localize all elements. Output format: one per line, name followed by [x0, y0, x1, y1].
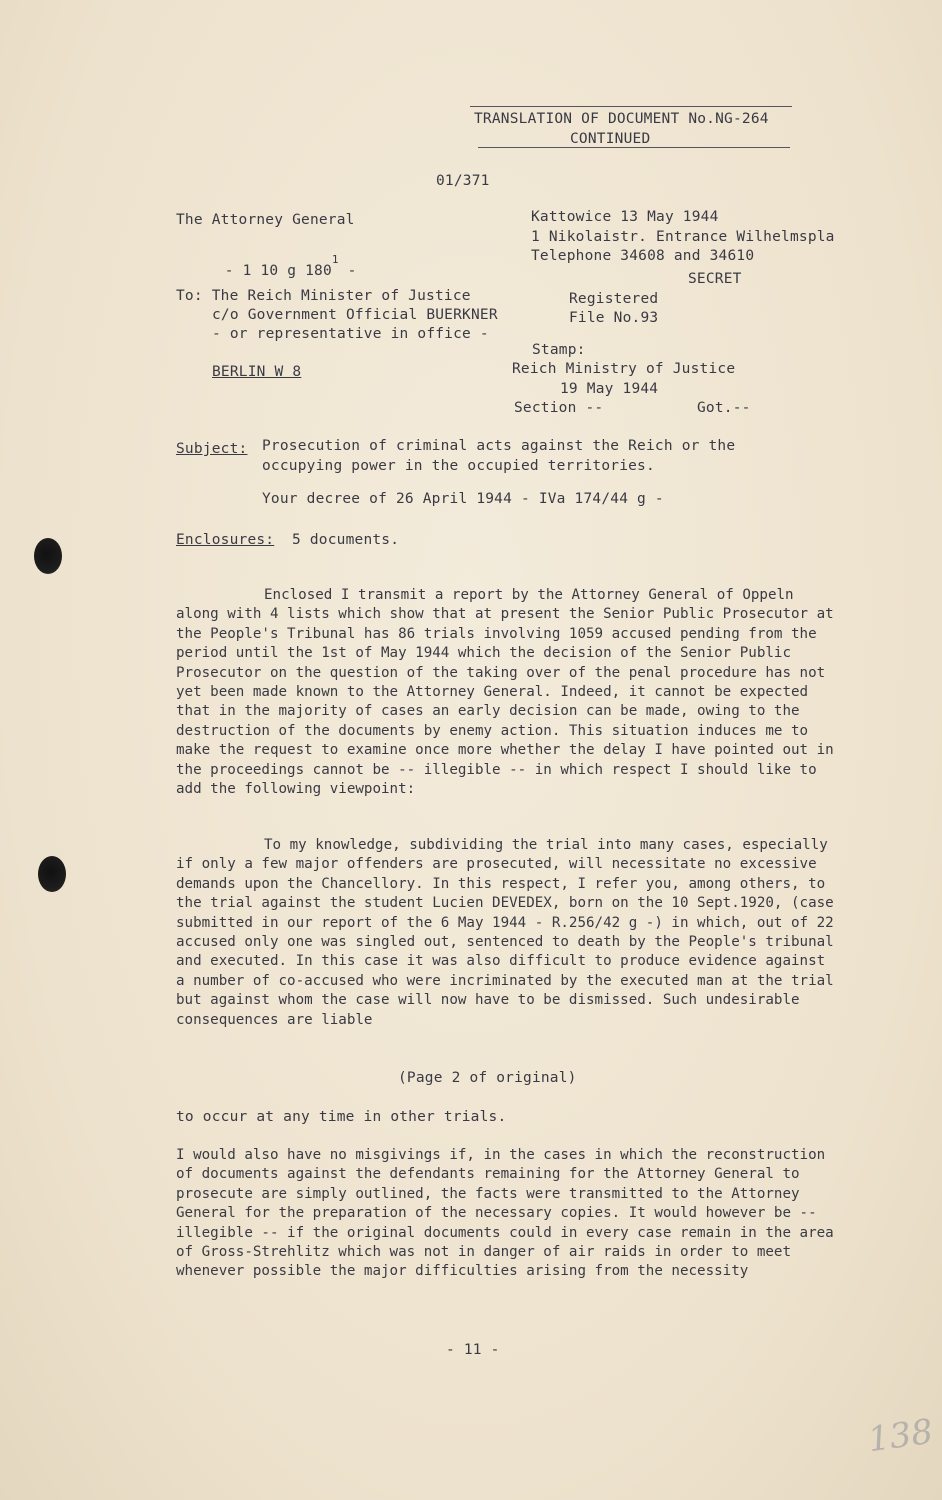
- decree-reference: Your decree of 26 April 1944 - IVa 174/44 g -: [262, 491, 664, 507]
- stamp-date: 19 May 1944: [560, 381, 659, 397]
- body-paragraph-2: [176, 836, 841, 1030]
- body-paragraph-4: [176, 1146, 841, 1282]
- body-paragraph-1-text: Enclosed I transmit a report by the Attorney General of Oppeln along with 4 lists which show that at present the Senior Public Prosecutor at the People's Tribunal has 86 trials involving 1059 accused pending from the period until the 1st of May 1944 which the decision of the Senior Public Prosecutor on the question of the taking over of the penal procedure has not yet been made known to the Attorney General. Indeed, it cannot be expected that in the majority of cases an early decision can be made, owing to the destruction of the documents by enemy action. This situation induces me to make the request to examine once more whether the delay I have pointed out in the proceedings cannot be -- illegible -- in which respect I should like to add the following viewpoint:: [176, 587, 834, 798]
- sender-title: The Attorney General: [176, 212, 355, 228]
- body-paragraph-1: [176, 586, 841, 799]
- subject-label: Subject:: [176, 441, 248, 457]
- page-marker: (Page 2 of original): [398, 1070, 577, 1086]
- stamp-got: Got.--: [697, 400, 751, 416]
- place-date: Kattowice 13 May 1944: [531, 209, 719, 225]
- document-reference: 01/371: [436, 173, 490, 189]
- enclosures-text: 5 documents.: [292, 532, 400, 548]
- classification-secret: SECRET: [688, 271, 742, 287]
- enclosures-label: Enclosures:: [176, 532, 275, 548]
- street-address: 1 Nikolaistr. Entrance Wilhelmspla: [531, 229, 835, 245]
- sender-file-superscript: 1: [331, 252, 339, 266]
- telephone: Telephone 34608 and 34610: [531, 248, 755, 264]
- punch-hole-top: [34, 538, 62, 574]
- page-number: - 11 -: [446, 1342, 500, 1358]
- subject-line-1: Prosecution of criminal acts against the Reich or the: [262, 438, 736, 454]
- body-paragraph-2-text: To my knowledge, subdividing the trial into many cases, especially if only a few major offenders are prosecuted, will necessitate no excessive demands upon the Chancellory. In this respect, I refer you, among others, to the trial against the student Lucien DEVEDEX, born on the 10 Sept.1920, (case submitted in our report of the 6 May 1944 - R.256/42 g -) in which, out of 22 accused only one was singled out, sentenced to death by the People's tribunal and executed. In this case it was also difficult to produce evidence against a number of co-accused who were incriminated by the executed man at the trial but against whom the case will now have to be dismissed. Such undesirable consequences are liable: [176, 837, 834, 1028]
- sender-file-end: -: [347, 262, 357, 279]
- recipient-line-1: To: The Reich Minister of Justice: [176, 288, 471, 304]
- registered-label: Registered: [569, 291, 659, 307]
- body-paragraph-4-text: I would also have no misgivings if, in the cases in which the reconstruction of documents against the defendants remaining for the Attorney General to prosecute are simply outlined, the facts were transmitted to the Attorney General for the preparation of the necessary copies. It would however be -- illegible -- if the original documents could in every case remain in the area of Gross-Strehlitz which was not in danger of air raids in order to meet whenever possible the major difficulties arising from the necessity: [176, 1147, 834, 1280]
- title-rule-bottom: [478, 147, 790, 148]
- title-line-1: TRANSLATION OF DOCUMENT No.NG-264: [474, 111, 769, 127]
- recipient-line-2: c/o Government Official BUERKNER: [212, 307, 498, 323]
- recipient-city: BERLIN W 8: [212, 364, 302, 380]
- stamp-ministry: Reich Ministry of Justice: [512, 361, 736, 377]
- file-number: File No.93: [569, 310, 659, 326]
- punch-hole-bottom: [38, 856, 66, 892]
- stamp-section: Section --: [514, 400, 604, 416]
- stamp-label: Stamp:: [532, 342, 586, 358]
- subject-line-2: occupying power in the occupied territories.: [262, 458, 655, 474]
- sender-file-number-text: - 1 10 g 180: [224, 262, 332, 279]
- title-rule-top: [470, 106, 792, 107]
- body-paragraph-3: to occur at any time in other trials.: [176, 1109, 507, 1125]
- title-line-2: CONTINUED: [570, 131, 651, 147]
- recipient-line-3: - or representative in office -: [212, 326, 489, 342]
- handwritten-page-number: 138: [865, 1411, 936, 1461]
